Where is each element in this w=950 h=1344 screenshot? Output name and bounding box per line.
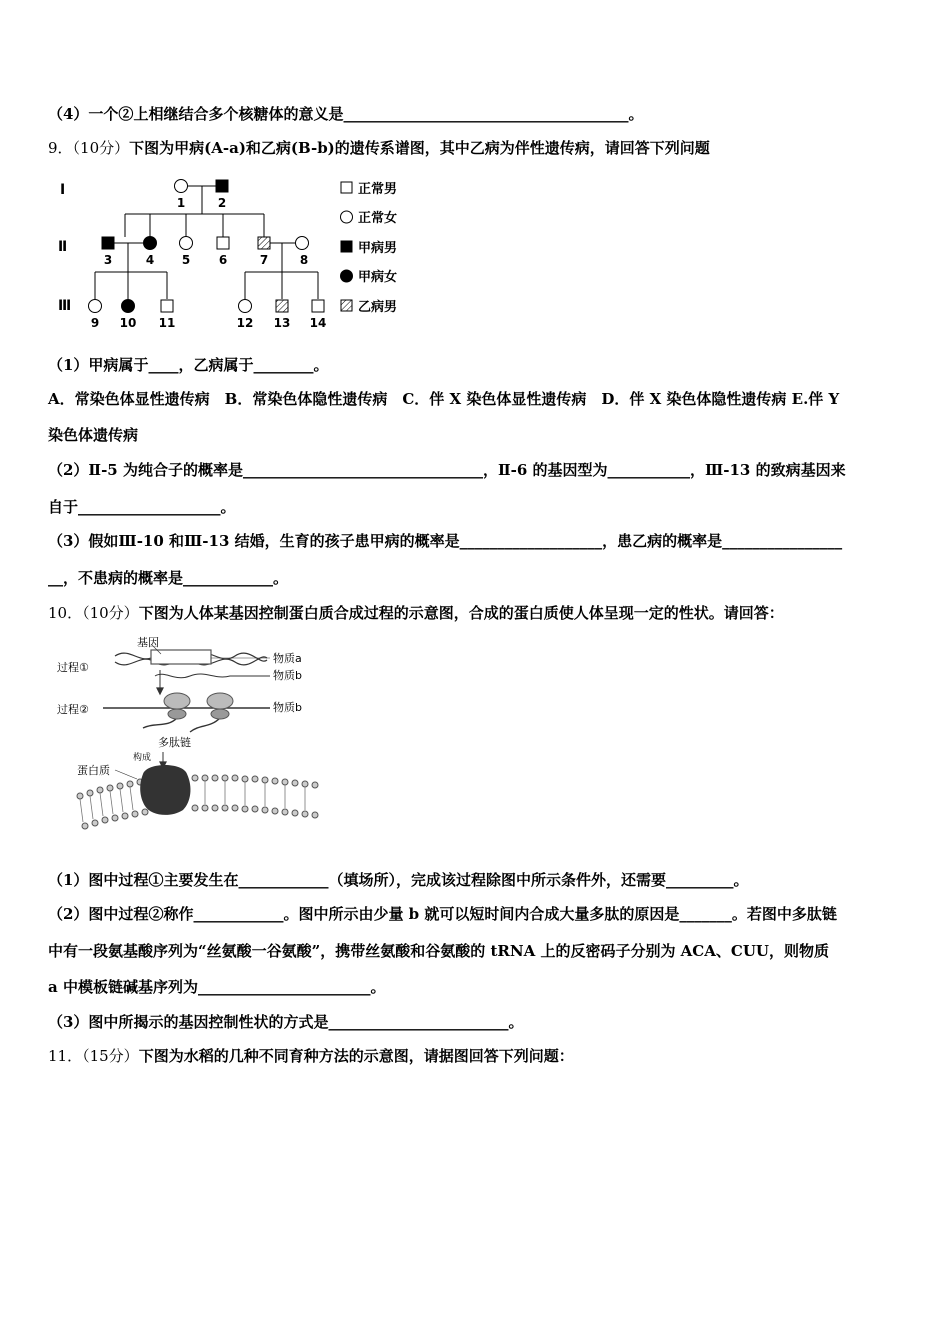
q10-1: （1）图中过程①主要发生在____________（填场所），完成该过程除图中所示条件外，还需要_________。	[48, 871, 749, 889]
individual-11-normal-male	[161, 300, 173, 312]
q9-options: A．常染色体显性遗传病 B．常染色体隐性遗传病 C．伴 X 染色体显性遗传病 D．伴 X 染色体隐性遗传病 E.伴 Y	[48, 390, 840, 408]
individual-7-disease-b-male	[258, 237, 270, 249]
q10-number: 10．（10分）	[48, 604, 139, 622]
individual-5-normal-female	[180, 237, 193, 250]
label-substance-a: 物质a	[273, 652, 302, 665]
individual-number: 2	[217, 196, 227, 210]
individual-6-normal-male	[217, 237, 229, 249]
ribosome-icon	[207, 693, 233, 719]
label-protein: 蛋白质	[77, 764, 110, 777]
q10-stem	[48, 603, 784, 623]
individual-number: 14	[309, 316, 327, 330]
individual-number: 5	[181, 253, 191, 267]
q9-2: （2）Ⅱ-5 为纯合子的概率是________________________________，Ⅱ-6 的基因型为___________，Ⅲ-13 的致病基因来	[48, 461, 846, 479]
legend-label: 正常女	[358, 211, 398, 226]
pedigree-chart	[55, 172, 415, 332]
legend-normal-male-icon	[341, 182, 352, 193]
q10-text: 下图为人体某基因控制蛋白质合成过程的示意图，合成的蛋白质使人体呈现一定的性状。请回答：	[138, 604, 784, 622]
q11-number: 11．（15分）	[48, 1047, 139, 1065]
individual-10-disease-a-female	[122, 300, 135, 313]
label-process-1: 过程①	[57, 661, 89, 674]
q9-3-cont: __，不患病的概率是____________。	[48, 569, 289, 587]
label-substance-b: 物质b	[273, 669, 302, 682]
q10-3: （3）图中所揭示的基因控制性状的方式是________________________。	[48, 1013, 524, 1031]
individual-number: 8	[299, 253, 309, 267]
q11-stem	[48, 1046, 574, 1066]
legend-label: 正常男	[358, 182, 398, 197]
legend-label: 甲病女	[358, 270, 398, 285]
label-substance-b: 物质b	[273, 701, 302, 714]
legend-label: 乙病男	[358, 300, 398, 315]
generation-label: Ⅰ	[60, 182, 66, 198]
protein-blob	[140, 765, 190, 815]
generation-label: Ⅱ	[58, 239, 68, 255]
individual-13-disease-b-male	[276, 300, 288, 312]
individual-number: 12	[236, 316, 254, 330]
q9-2-cont: 自于___________________。	[48, 498, 236, 516]
individual-1-normal-female	[175, 180, 188, 193]
individual-14-normal-male	[312, 300, 324, 312]
q11-text: 下图为水稻的几种不同育种方法的示意图，请据图回答下列问题：	[138, 1047, 574, 1065]
q9-text: 下图为甲病(A-a)和乙病(B-b)的遗传系谱图，其中乙病为伴性遗传病，请回答下列问题	[129, 139, 710, 157]
individual-number: 13	[273, 316, 291, 330]
individual-12-normal-female	[239, 300, 252, 313]
q10-2-cont2: a 中模板链碱基序列为_______________________。	[48, 978, 386, 996]
q8-4-line: （4）一个②上相继结合多个核糖体的意义是______________________________________。	[48, 105, 644, 123]
legend-disease-a-female-icon	[341, 270, 353, 282]
gene-expression-diagram	[55, 632, 345, 837]
individual-3-disease-a-male	[102, 237, 114, 249]
q9-stem	[48, 138, 710, 158]
label-process-2: 过程②	[57, 703, 89, 716]
individual-number: 6	[218, 253, 228, 267]
generation-label: Ⅲ	[58, 298, 72, 314]
individual-number: 9	[90, 316, 100, 330]
individual-4-disease-a-female	[144, 237, 157, 250]
individual-number: 4	[145, 253, 155, 267]
cell-membrane	[75, 765, 325, 829]
individual-number: 3	[103, 253, 113, 267]
individual-number: 7	[259, 253, 269, 267]
legend-label: 甲病男	[358, 241, 398, 256]
individual-number: 1	[176, 196, 186, 210]
individual-2-disease-a-male	[216, 180, 228, 192]
label-gene: 基因	[137, 636, 159, 649]
legend-disease-b-male-icon	[341, 300, 352, 311]
q10-2-cont: 中有一段氨基酸序列为“丝氨酸一谷氨酸”，携带丝氨酸和谷氨酸的 tRNA 上的反密码子分别为 ACA、CUU，则物质	[48, 942, 829, 960]
q10-2: （2）图中过程②称作____________。图中所示由少量 b 就可以短时间内合成大量多肽的原因是_______。若图中多肽链	[48, 905, 837, 923]
individual-9-normal-female	[89, 300, 102, 313]
q9-options-cont: 染色体遗传病	[48, 426, 139, 444]
ribosome-icon	[164, 693, 190, 719]
q9-number: 9．（10分）	[48, 139, 130, 157]
individual-number: 10	[119, 316, 137, 330]
label-polypeptide: 多肽链	[158, 736, 191, 749]
q9-1: （1）甲病属于____，乙病属于________。	[48, 356, 329, 374]
legend-disease-a-male-icon	[341, 241, 352, 252]
legend-normal-female-icon	[341, 211, 353, 223]
individual-number: 11	[158, 316, 176, 330]
label-constitute: 构成	[133, 753, 152, 763]
individual-8-normal-female	[296, 237, 309, 250]
q9-3: （3）假如Ⅲ-10 和Ⅲ-13 结婚，生育的孩子患甲病的概率是___________________，患乙病的概率是________________	[48, 532, 843, 550]
